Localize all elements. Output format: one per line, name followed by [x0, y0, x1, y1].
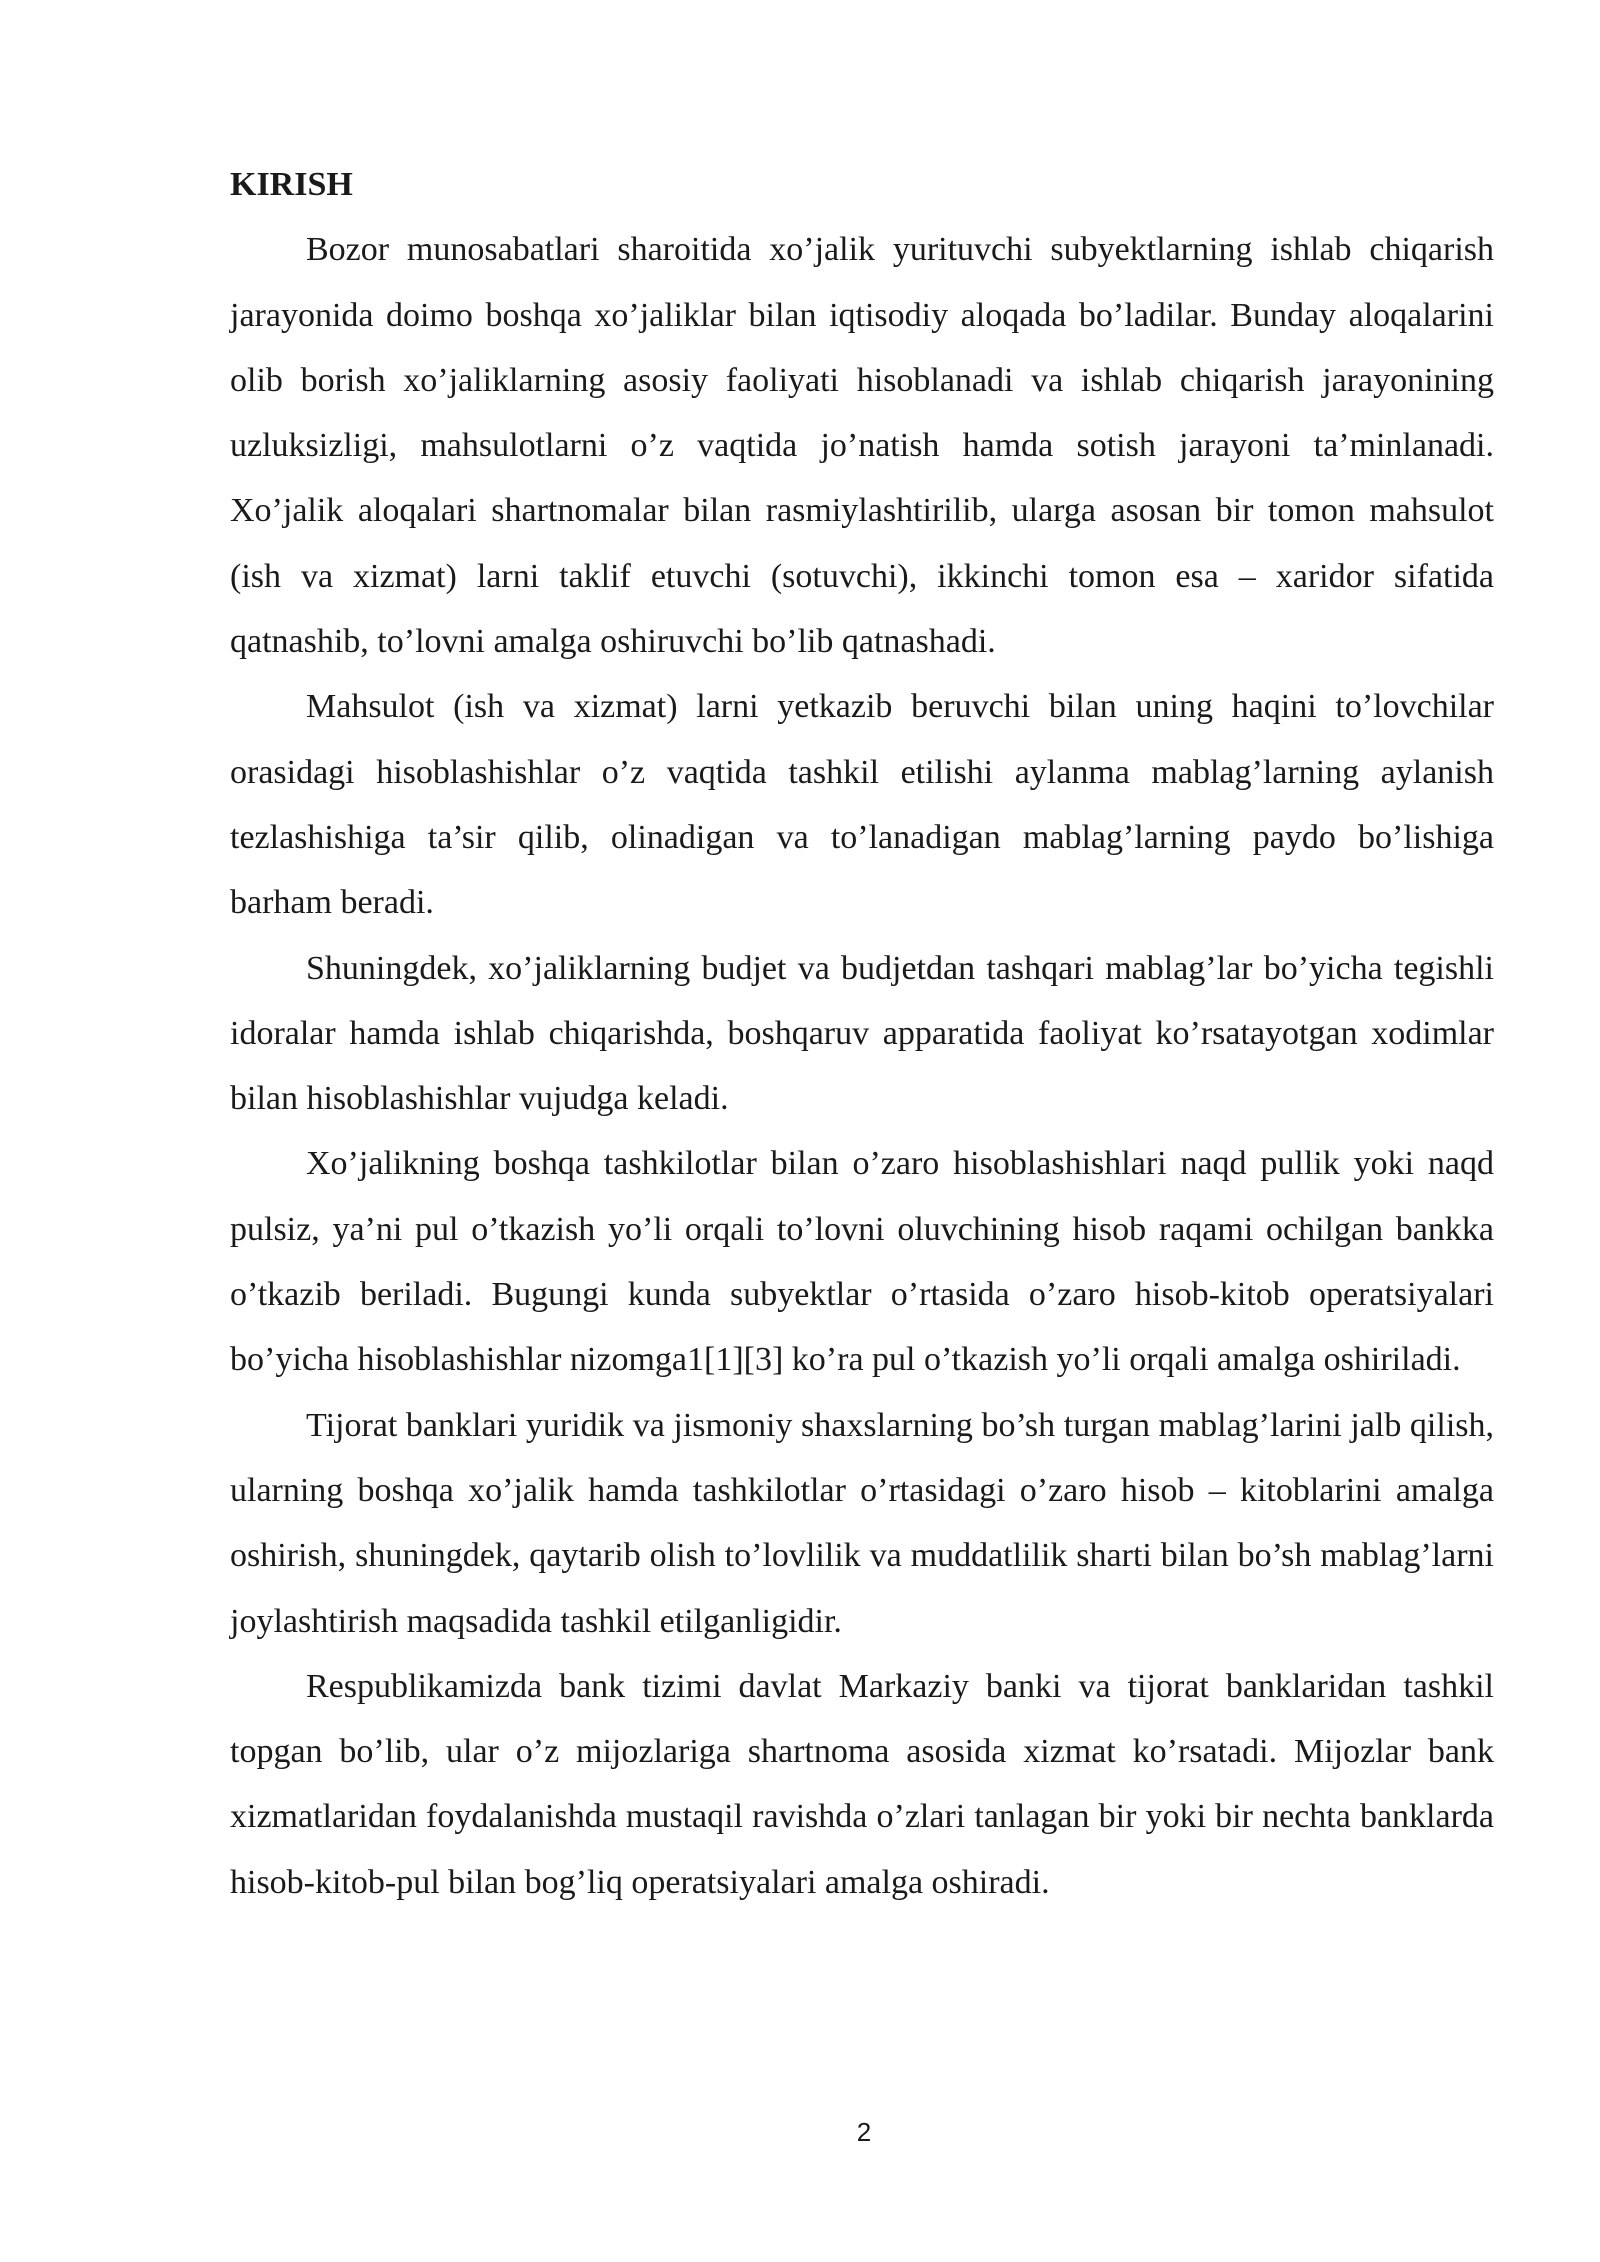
paragraph-5: Tijorat banklari yuridik va jismoniy shaxslarning bo’sh turgan mablag’larini jalb qilish, ularning boshqa xo’jalik hamda tashkilotlar o’rtasidagi o’zaro hisob – kitoblarini amalga oshirish, shuningdek, qaytarib olish to’lovlilik va muddatlilik sharti bilan bo’sh mablag’larni joylashtirish maqsadida tashkil etilganligidir. [230, 1406, 1494, 1640]
document-body [230, 152, 1494, 1915]
paragraph-1: Bozor munosabatlari sharoitida xo’jalik yurituvchi subyektlarning ishlab chiqarish jarayonida doimo boshqa xo’jaliklar bilan iqtisodiy aloqada bo’ladilar. Bunday aloqalarini olib borish xo’jaliklarning asosiy faoliyati hisoblanadi va ishlab chiqarish jarayonining uzluksizligi, mahsulotlarni o’z vaqtida jo’natish hamda sotish jarayoni ta’minlanadi. Xo’jalik aloqalari shartnomalar bilan rasmiylashtirilib, ularga asosan bir tomon mahsulot (ish va xizmat) larni taklif etuvchi (sotuvchi), ikkinchi tomon esa – xaridor sifatida qatnashib, to’lovni amalga oshiruvchi bo’lib qatnashadi. [230, 231, 1494, 661]
page-number: 2 [856, 2117, 872, 2147]
paragraph-4: Xo’jalikning boshqa tashkilotlar bilan o’zaro hisoblashishlari naqd pullik yoki naqd pulsiz, ya’ni pul o’tkazish yo’li orqali to’lovni oluvchining hisob raqami ochilgan bankka o’tkazib beriladi. Bugungi kunda subyektlar o’rtasida o’zaro hisob-kitob operatsiyalari bo’yicha hisoblashishlar nizomga1[1][3] ko’ra pul o’tkazish yo’li orqali amalga oshiriladi. [230, 1145, 1494, 1379]
paragraph-3: Shuningdek, xo’jaliklarning budjet va budjetdan tashqari mablag’lar bo’yicha tegishli idoralar hamda ishlab chiqarishda, boshqaruv apparatida faoliyat ko’rsatayotgan xodimlar bilan hisoblashishlar vujudga keladi. [230, 949, 1494, 1118]
section-heading: KIRISH [230, 166, 353, 203]
paragraph-6: Respublikamizda bank tizimi davlat Markaziy banki va tijorat banklaridan tashkil topgan bo’lib, ular o’z mijozlariga shartnoma asosida xizmat ko’rsatadi. Mijozlar bank xizmatlaridan foydalanishda mustaqil ravishda o’zlari tanlagan bir yoki bir nechta banklarda hisob-kitob-pul bilan bog’liq operatsiyalari amalga oshiradi. [230, 1667, 1494, 1901]
paragraph-2: Mahsulot (ish va xizmat) larni yetkazib beruvchi bilan uning haqini to’lovchilar orasidagi hisoblashishlar o’z vaqtida tashkil etilishi aylanma mablag’larning aylanish tezlashishiga ta’sir qilib, olinadigan va to’lanadigan mablag’larning paydo bo’lishiga barham beradi. [230, 688, 1494, 922]
